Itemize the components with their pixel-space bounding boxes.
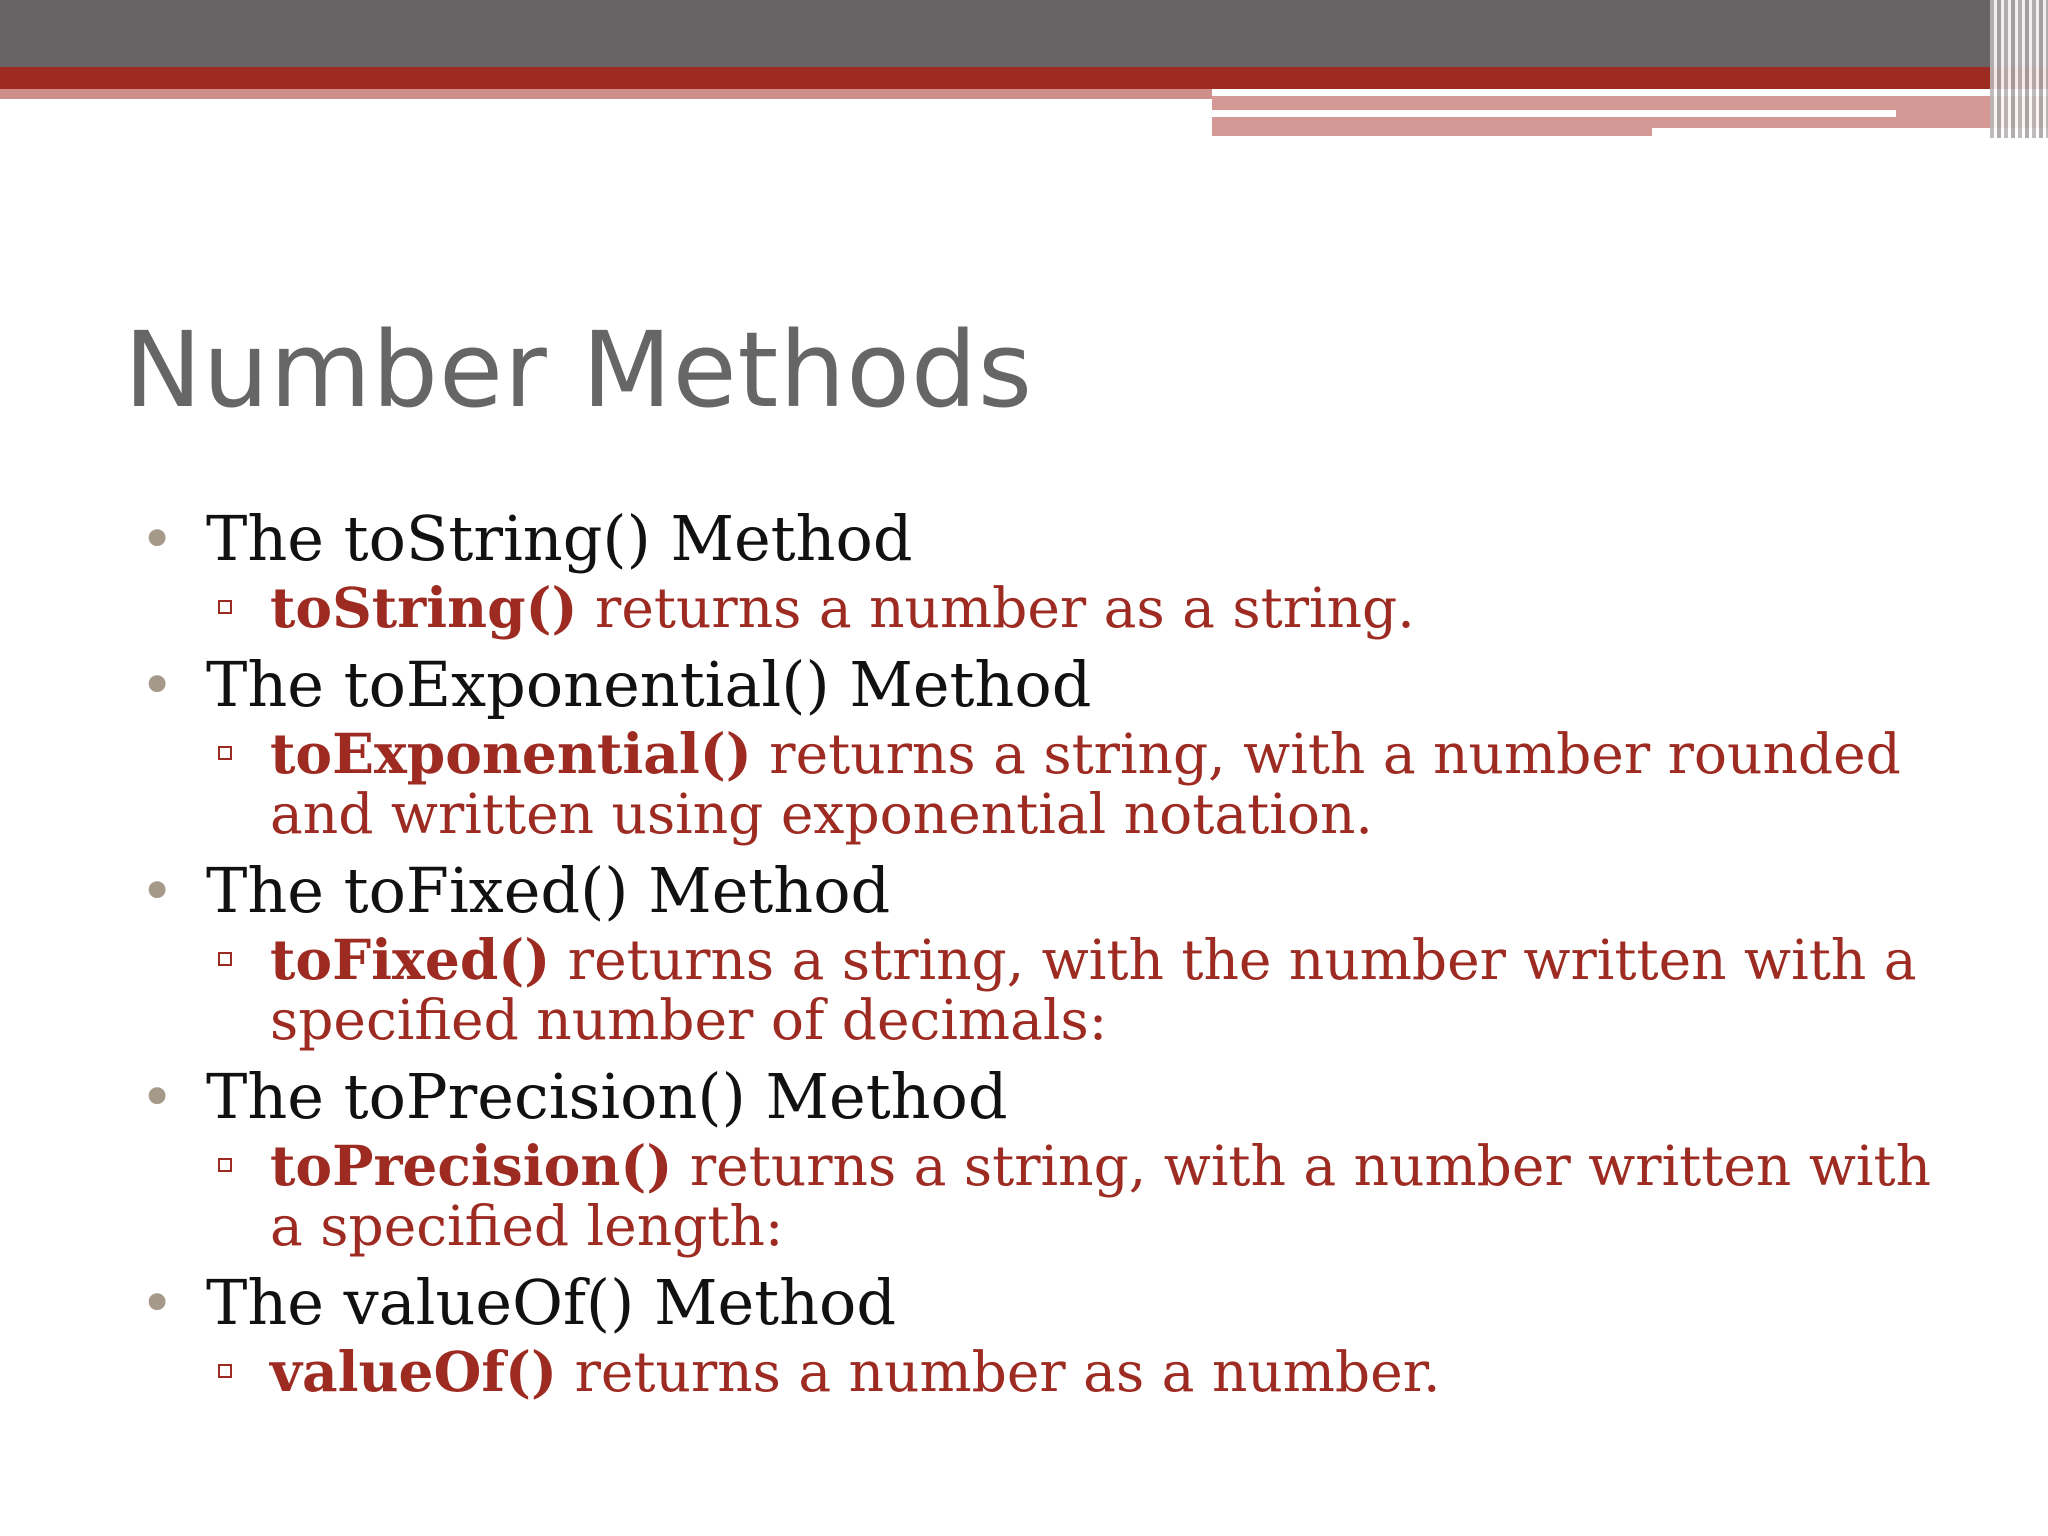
heading-text: The toExponential() Method [206,648,1092,721]
bullet-list [140,500,1940,1410]
list-item [140,500,1940,646]
method-description: returns a number as a number. [557,1340,1441,1404]
bullet-dot-icon: • [140,505,175,573]
header-white-line [1212,110,1896,117]
bullet-dot-icon: • [140,857,175,925]
list-item [140,852,1940,1058]
sub-bullet [140,1133,1940,1264]
method-description: returns a string, with a number rounded and written using exponential notation. [270,722,1901,846]
header-pink-band-left [0,89,1212,99]
header-white-line [1652,128,2048,136]
sub-bullet [140,575,1940,646]
bullet-heading [140,1264,1940,1342]
list-item [140,1264,1940,1410]
method-description: returns a string, with a number written with a specified length: [270,1134,1932,1258]
method-name: toExponential() [270,721,752,786]
heading-text: The valueOf() Method [206,1266,897,1339]
sub-bullet [140,927,1940,1058]
bullet-heading [140,646,1940,724]
header-red-band [0,67,2048,89]
bullet-dot-icon: • [140,1063,175,1131]
header-stripes [1990,0,2048,138]
method-description: returns a string, with the number written with a specified number of decimals: [270,928,1917,1052]
method-name: toString() [270,575,578,640]
slide-title: Number Methods [124,309,1034,431]
square-bullet-icon [218,600,232,614]
header-gray-band [0,0,2048,67]
heading-text: The toFixed() Method [206,854,891,927]
method-name: valueOf() [270,1339,558,1404]
bullet-dot-icon: • [140,651,175,719]
sub-bullet [140,721,1940,852]
square-bullet-icon [218,746,232,760]
square-bullet-icon [218,1364,232,1378]
list-item [140,1058,1940,1264]
method-description: returns a number as a string. [577,576,1415,640]
sub-bullet [140,1339,1940,1410]
heading-text: The toString() Method [206,502,913,575]
square-bullet-icon [218,1158,232,1172]
bullet-heading [140,852,1940,930]
list-item [140,646,1940,852]
bullet-heading [140,500,1940,578]
square-bullet-icon [218,952,232,966]
heading-text: The toPrecision() Method [206,1060,1008,1133]
bullet-heading [140,1058,1940,1136]
method-name: toPrecision() [270,1133,673,1198]
bullet-dot-icon: • [140,1269,175,1337]
method-name: toFixed() [270,927,551,992]
